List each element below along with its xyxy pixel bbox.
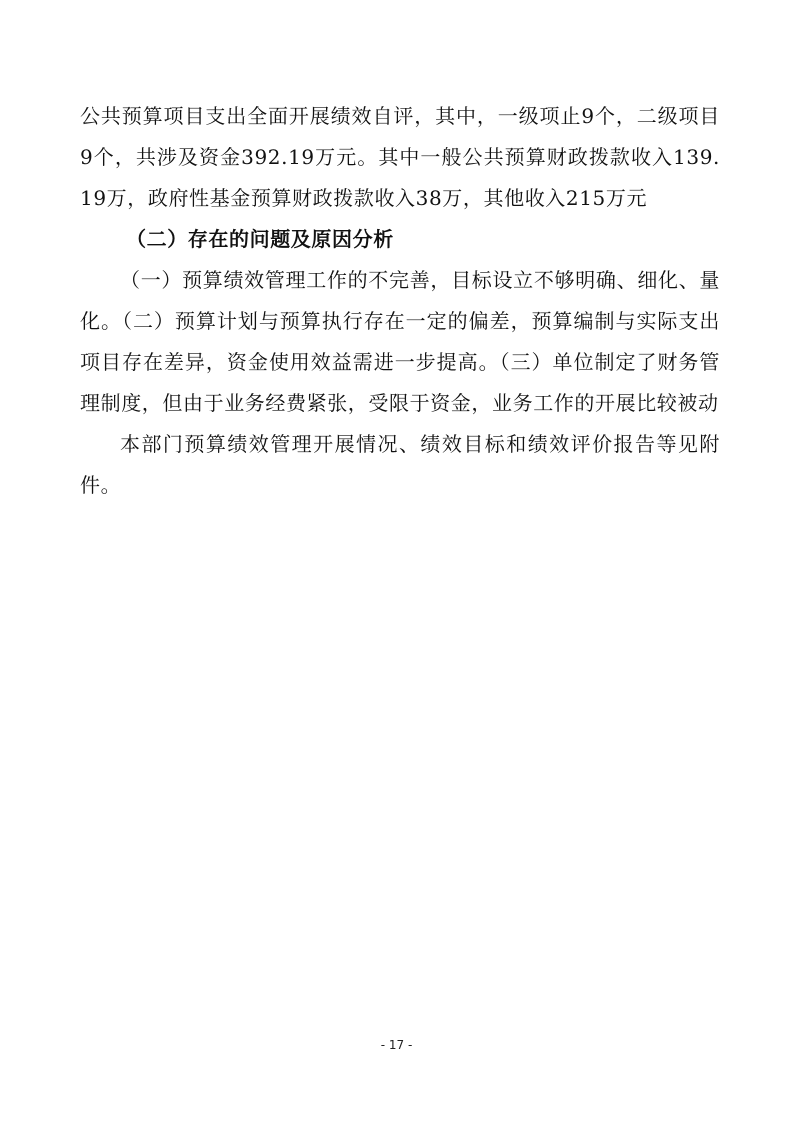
page-number: - 17 - [380, 1038, 413, 1052]
document-page [80, 96, 720, 506]
paragraph-attachment-note: 本部门预算绩效管理开展情况、绩效目标和绩效评价报告等见附件。 [80, 432, 720, 497]
paragraph-project-self-evaluation: 公共预算项目支出全面开展绩效自评，其中，一级项止9个，二级项目9个，共涉及资金392.19万元。其中一般公共预算财政拨款收入139.19万，政府性基金预算财政拨款收入38万，其他收入215万元 [80, 104, 720, 210]
section-heading-problems: （二）存在的问题及原因分析 [126, 227, 394, 251]
paragraph-problems-causes: （一）预算绩效管理工作的不完善，目标设立不够明确、细化、量化。（二）预算计划与预算执行存在一定的偏差，预算编制与实际支出项目存在差异，资金使用效益需进一步提高。（三）单位制定了财务管理制度，但由于业务经费紧张，受限于资金，业务工作的开展比较被动 [80, 268, 720, 415]
